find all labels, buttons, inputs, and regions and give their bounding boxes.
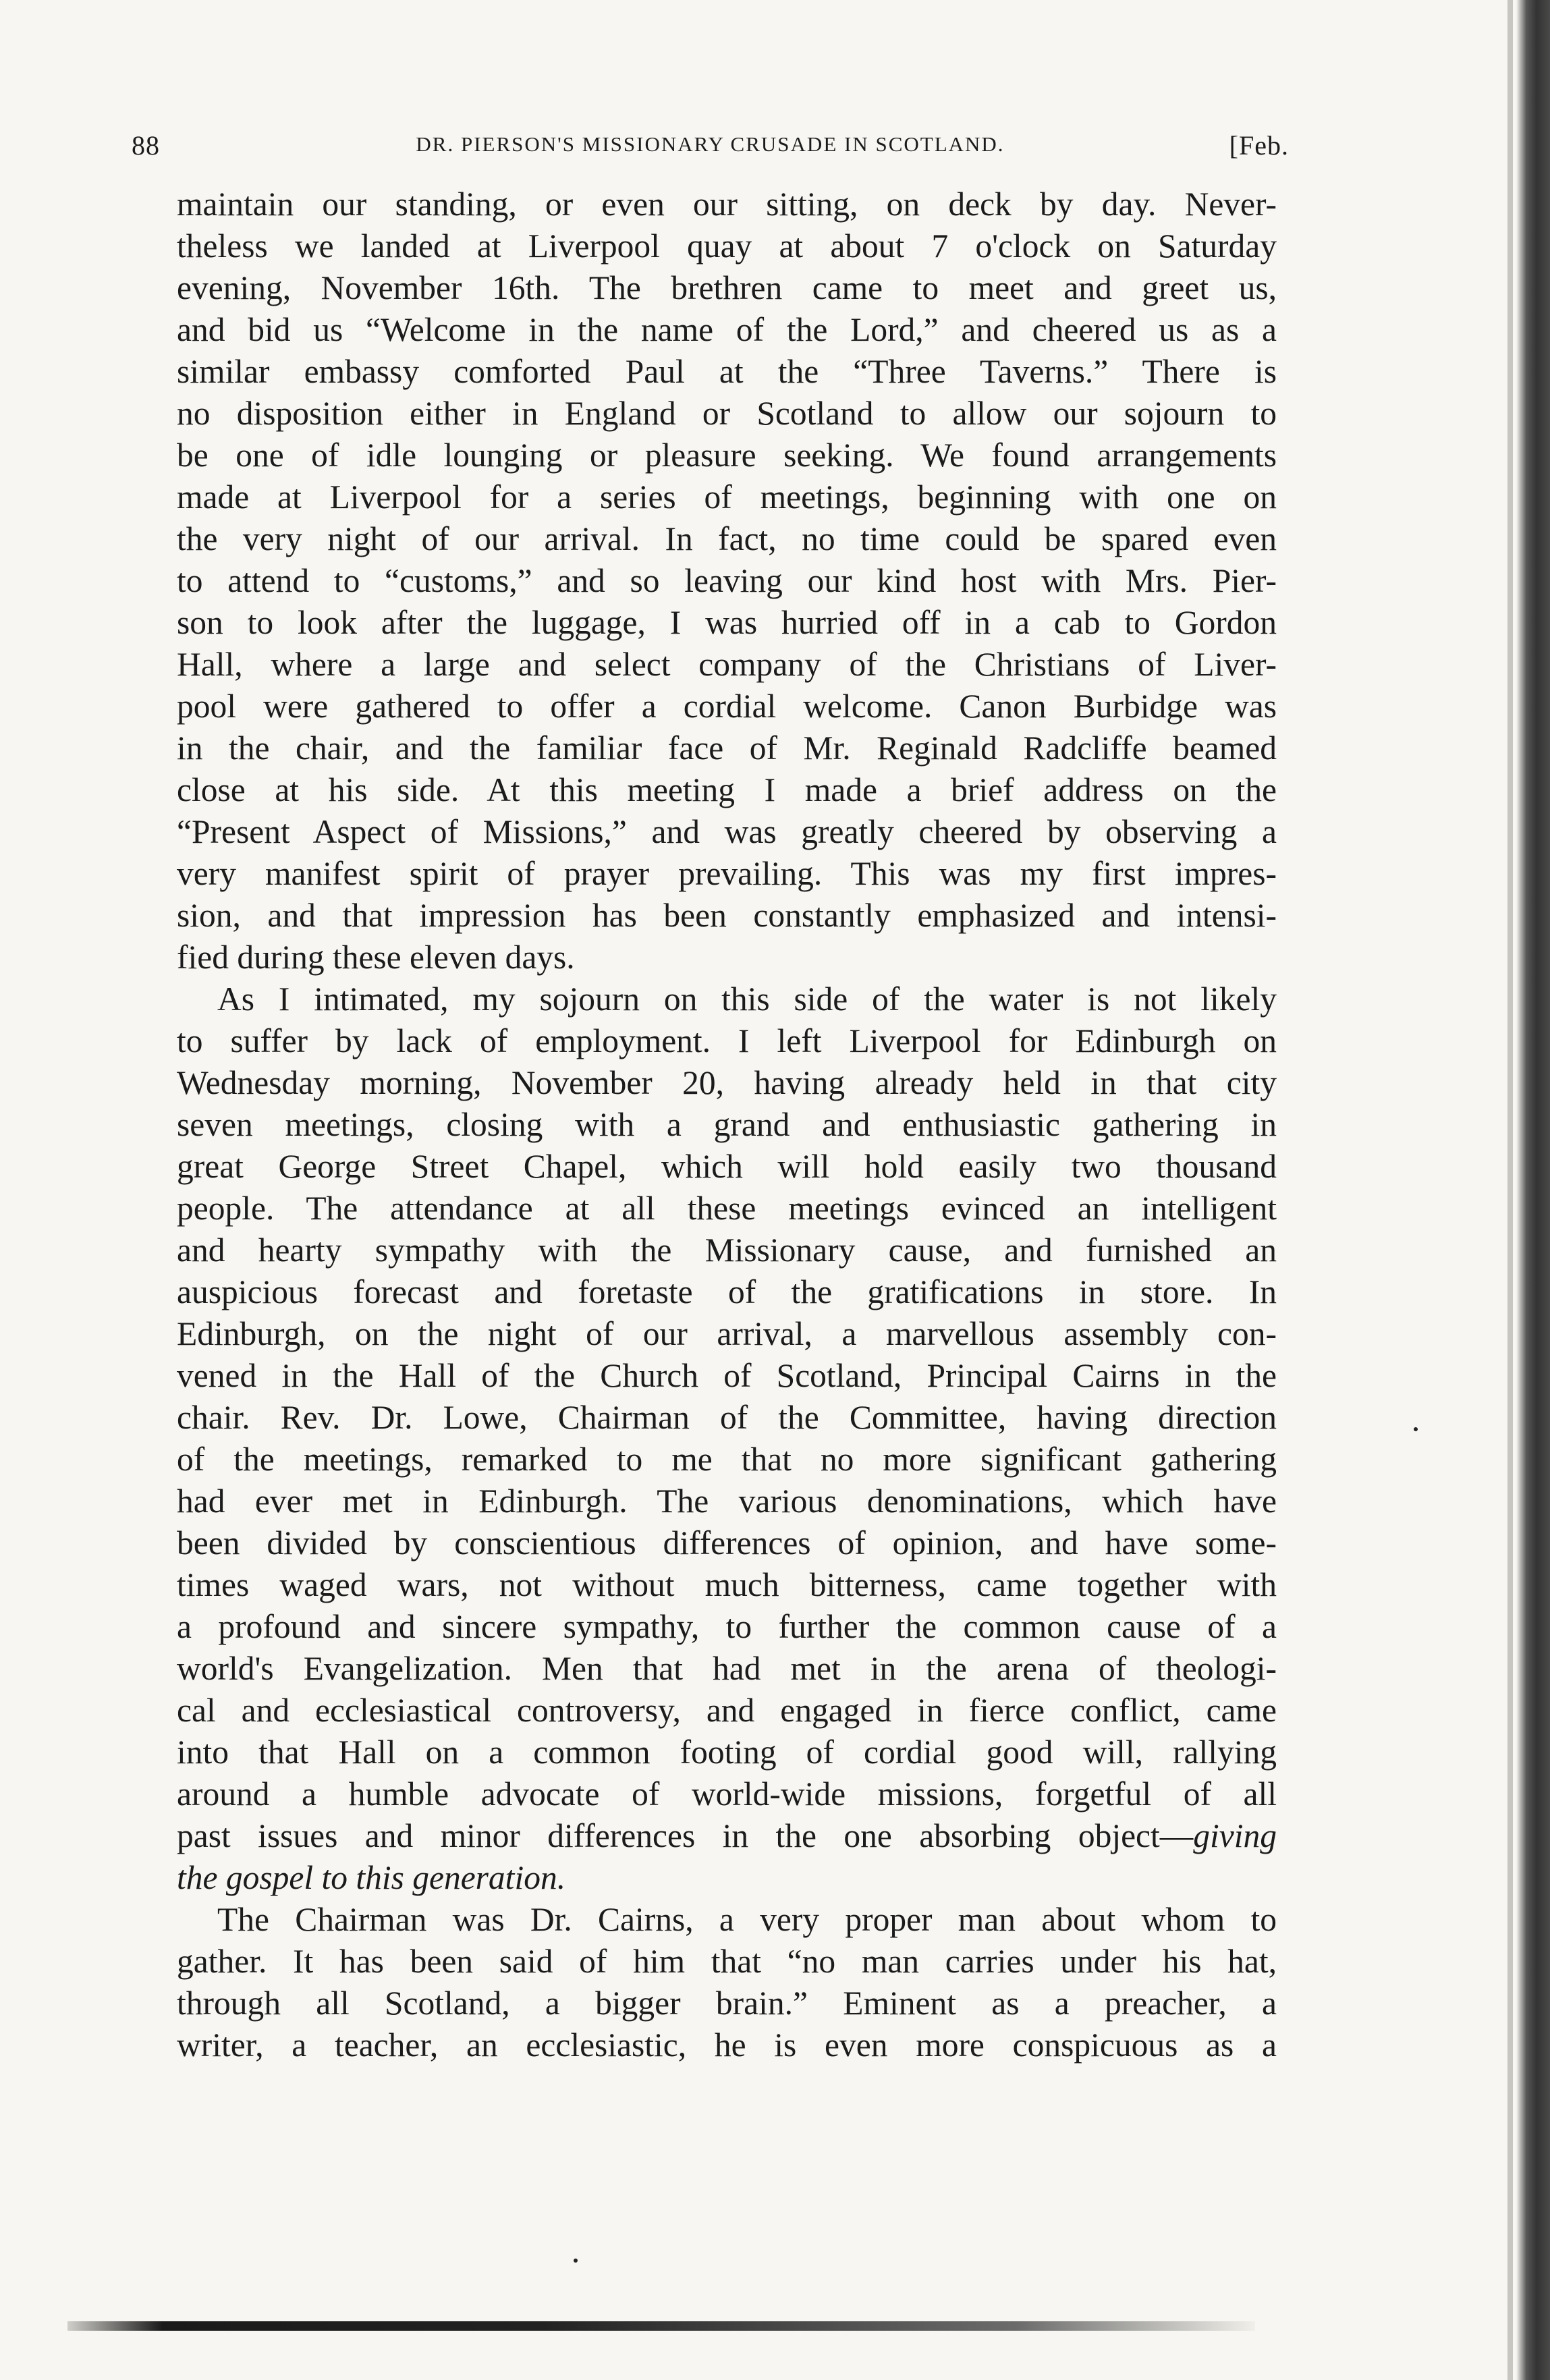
text-line: Hall, where a large and select company of the Christians of Liver- xyxy=(177,646,1277,683)
running-header xyxy=(132,130,1289,170)
text-line: made at Liverpool for a series of meetings, beginning with one on xyxy=(177,478,1277,516)
text-line: the very night of our arrival. In fact, no time could be spared even xyxy=(177,520,1277,557)
text-line-with-italic xyxy=(177,1815,1277,1857)
scan-bottom-bar xyxy=(67,2321,1255,2331)
text-line: theless we landed at Liverpool quay at about 7 o'clock on Saturday xyxy=(177,227,1277,265)
text-line: world's Evangelization. Men that had met in the arena of theologi- xyxy=(177,1650,1277,1687)
text-line: of the meetings, remarked to me that no more significant gathering xyxy=(177,1441,1277,1478)
text-line: been divided by conscientious differences of opinion, and have some- xyxy=(177,1524,1277,1561)
text-line: writer, a teacher, an ecclesiastic, he is even more conspicuous as a xyxy=(177,2026,1277,2064)
body-text xyxy=(177,184,1277,2066)
text-fragment: past issues and minor differences in the one absorbing object— xyxy=(177,1817,1194,1854)
text-line: chair. Rev. Dr. Lowe, Chairman of the Committee, having direction xyxy=(177,1399,1277,1436)
text-line: evening, November 16th. The brethren came to meet and greet us, xyxy=(177,269,1277,306)
text-line: fied during these eleven days. xyxy=(177,939,575,976)
text-line: sion, and that impression has been constantly emphasized and intensi- xyxy=(177,897,1277,934)
text-line: similar embassy comforted Paul at the “Three Taverns.” There is xyxy=(177,353,1277,390)
text-line: had ever met in Edinburgh. The various denominations, which have xyxy=(177,1483,1277,1520)
page-number: 88 xyxy=(132,130,160,161)
text-line: maintain our standing, or even our sitting, on deck by day. Never- xyxy=(177,186,1277,223)
text-line: a profound and sincere sympathy, to further the common cause of a xyxy=(177,1608,1277,1645)
text-line: be one of idle lounging or pleasure seeking. We found arrangements xyxy=(177,437,1277,474)
text-line: and hearty sympathy with the Missionary cause, and furnished an xyxy=(177,1231,1277,1269)
text-line: through all Scotland, a bigger brain.” Eminent as a preacher, a xyxy=(177,1985,1277,2022)
header-month: [Feb. xyxy=(1229,130,1289,161)
text-line: into that Hall on a common footing of cordial good will, rallying xyxy=(177,1734,1277,1771)
text-line: close at his side. At this meeting I made a brief address on the xyxy=(177,771,1277,808)
text-line: great George Street Chapel, which will hold easily two thousand xyxy=(177,1148,1277,1185)
text-line: Wednesday morning, November 20, having already held in that city xyxy=(177,1064,1277,1101)
scan-edge-dark xyxy=(1516,0,1550,2380)
text-line: people. The attendance at all these meetings evinced an intelligent xyxy=(177,1190,1277,1227)
text-line: pool were gathered to offer a cordial welcome. Canon Burbidge was xyxy=(177,688,1277,725)
text-line: Edinburgh, on the night of our arrival, a marvellous assembly con- xyxy=(177,1315,1277,1352)
text-line: The Chairman was Dr. Cairns, a very proper man about whom to xyxy=(217,1901,1277,1938)
text-line: As I intimated, my sojourn on this side of the water is not likely xyxy=(217,980,1277,1018)
text-line: around a humble advocate of world-wide missions, forgetful of all xyxy=(177,1775,1277,1812)
text-line: the gospel to this generation. xyxy=(177,1859,566,1896)
text-line: “Present Aspect of Missions,” and was greatly cheered by observing a xyxy=(177,813,1277,850)
italic-fragment: giving xyxy=(1193,1817,1277,1854)
text-line: to attend to “customs,” and so leaving our kind host with Mrs. Pier- xyxy=(177,562,1277,599)
text-line: to suffer by lack of employment. I left Liverpool for Edinburgh on xyxy=(177,1022,1277,1059)
text-line: times waged wars, not without much bitterness, came together with xyxy=(177,1566,1277,1603)
text-line: vened in the Hall of the Church of Scotland, Principal Cairns in the xyxy=(177,1357,1277,1394)
text-line: in the chair, and the familiar face of Mr. Reginald Radcliffe beamed xyxy=(177,729,1277,767)
text-line: auspicious forecast and foretaste of the gratifications in store. In xyxy=(177,1273,1277,1310)
text-line: cal and ecclesiastical controversy, and engaged in fierce conflict, came xyxy=(177,1692,1277,1729)
text-line: very manifest spirit of prayer prevailing. This was my first impres- xyxy=(177,855,1277,892)
text-line: no disposition either in England or Scotland to allow our sojourn to xyxy=(177,395,1277,432)
text-line: son to look after the luggage, I was hurried off in a cab to Gordon xyxy=(177,604,1277,641)
scan-speck xyxy=(1414,1427,1418,1431)
scan-speck xyxy=(574,2259,578,2263)
text-line: seven meetings, closing with a grand and enthusiastic gathering in xyxy=(177,1106,1277,1143)
text-line: and bid us “Welcome in the name of the Lord,” and cheered us as a xyxy=(177,311,1277,348)
running-title: DR. PIERSON'S MISSIONARY CRUSADE IN SCOTLAND. xyxy=(416,132,1005,156)
page-fold-shadow xyxy=(1507,0,1513,2380)
text-line: gather. It has been said of him that “no man carries under his hat, xyxy=(177,1943,1277,1980)
